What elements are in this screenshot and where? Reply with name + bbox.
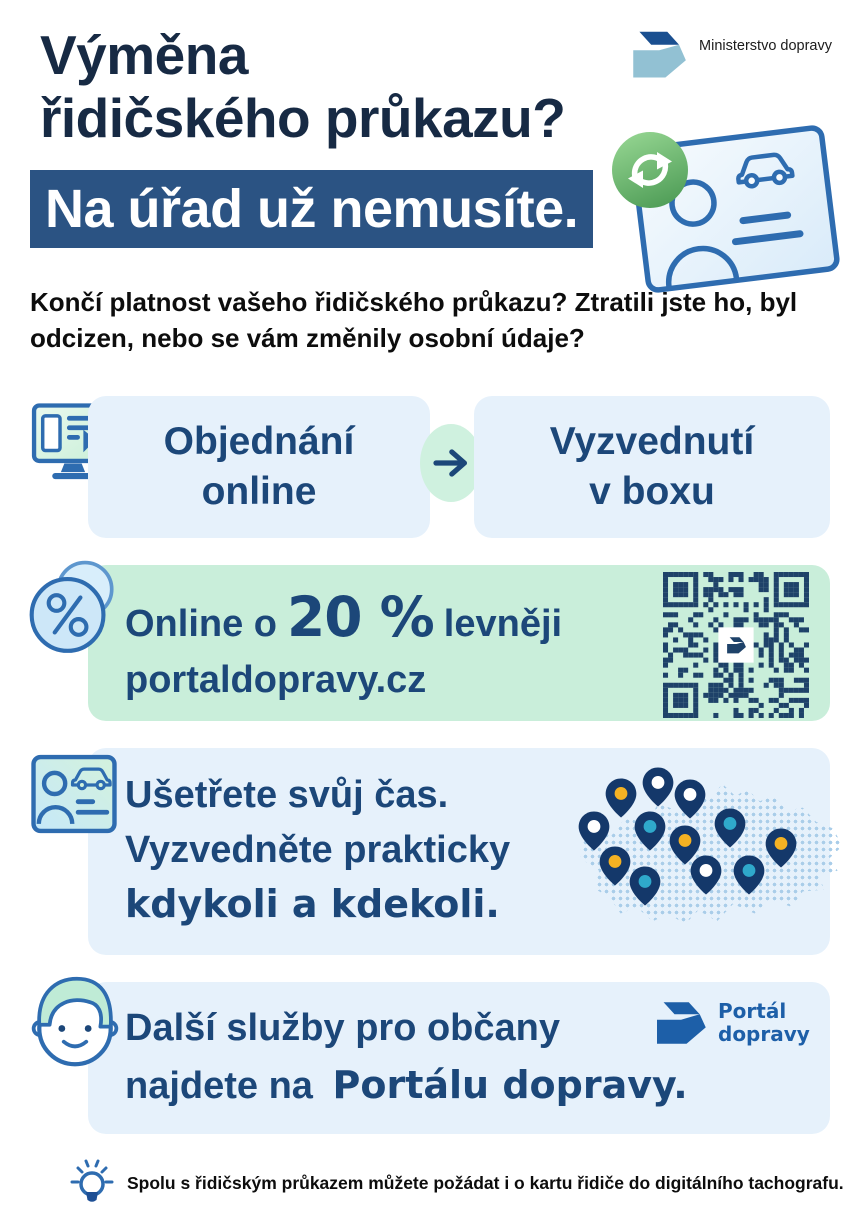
step-box-order-online: [88, 396, 430, 538]
portal-text: [125, 1000, 688, 1115]
portal-logo-label: [718, 1000, 810, 1046]
footnote-text: Spolu s řidičským průkazem můžete požádat i o kartu řidiče do digitálního tachografu.: [127, 1172, 844, 1193]
page-title: [40, 24, 565, 149]
portal-line2: [125, 1057, 688, 1115]
licence-small-icon: [30, 753, 118, 835]
right-arrow-icon: [432, 444, 470, 482]
title-block: [40, 24, 565, 149]
map-pin: [734, 856, 765, 895]
intro-paragraph: Končí platnost vašeho řidičského průkazu? Ztratili jste ho, byl odcizen, nebo se vám změnily osobní údaje?: [30, 287, 798, 354]
map-pin: [600, 846, 631, 885]
map-pin: [605, 778, 636, 817]
qr-code: [663, 572, 809, 718]
map-pin: [715, 808, 746, 847]
title-line-1: Výměna: [40, 24, 248, 86]
pickup-line3: kdykoli a kdekoli.: [125, 882, 500, 927]
map-pin: [675, 780, 706, 819]
percent-icon: [28, 556, 120, 662]
pickup-line1: Ušetřete svůj čas.: [125, 774, 449, 816]
step-pickup-line1: Vyzvednutí: [549, 420, 755, 464]
portal-line2-bold: Portálu dopravy.: [332, 1063, 688, 1107]
lightbulb-icon: [70, 1158, 114, 1208]
portal-logo-line2: dopravy: [718, 1022, 810, 1046]
discount-prefix: Online o: [125, 603, 277, 645]
map-pin: [766, 829, 797, 868]
arrow-circle: [420, 424, 482, 502]
portal-line2-prefix: najdete na: [125, 1065, 313, 1107]
ministry-logo-label: Ministerstvo dopravy: [699, 38, 832, 54]
step-order-line2: online: [201, 470, 317, 513]
map-pin: [643, 767, 674, 806]
discount-suffix: levněji: [443, 603, 563, 645]
pickup-anywhere-box: [88, 748, 830, 955]
licence-card-icon: [608, 110, 840, 298]
pickup-line2: Vyzvedněte prakticky: [125, 828, 511, 871]
step-pickup-line2: v boxu: [589, 470, 715, 513]
map-pin: [691, 856, 722, 895]
footnote: [70, 1158, 844, 1208]
portal-logo-line1: Portál: [718, 999, 787, 1023]
banner: Na úřad už nemusíte.: [30, 170, 593, 248]
step-order-line1: Objednání: [163, 420, 355, 464]
title-line-2: řidičského průkazu?: [40, 86, 566, 149]
discount-line1: [125, 585, 562, 649]
portal-arrow-icon: [652, 1000, 708, 1046]
portal-dopravy-logo: [652, 1000, 810, 1046]
pickup-text: [125, 768, 510, 932]
discount-percentage: 20 %: [287, 585, 434, 649]
step-pickup-label: [550, 417, 754, 517]
map-pin: [629, 867, 660, 906]
licence-card-illustration: [608, 110, 840, 298]
discount-text: [125, 585, 562, 702]
ministry-logo: [627, 28, 832, 80]
step-order-label: [164, 417, 355, 517]
cz-map: [575, 776, 843, 934]
map-pin: [578, 811, 609, 850]
step-box-pickup-box: [474, 396, 830, 538]
citizen-face-icon: [28, 968, 122, 1074]
portal-line1: Další služby pro občany: [125, 1007, 560, 1049]
discount-url: portaldopravy.cz: [125, 659, 427, 701]
map-pin: [635, 811, 666, 850]
ministry-arrow-icon: [627, 28, 689, 80]
